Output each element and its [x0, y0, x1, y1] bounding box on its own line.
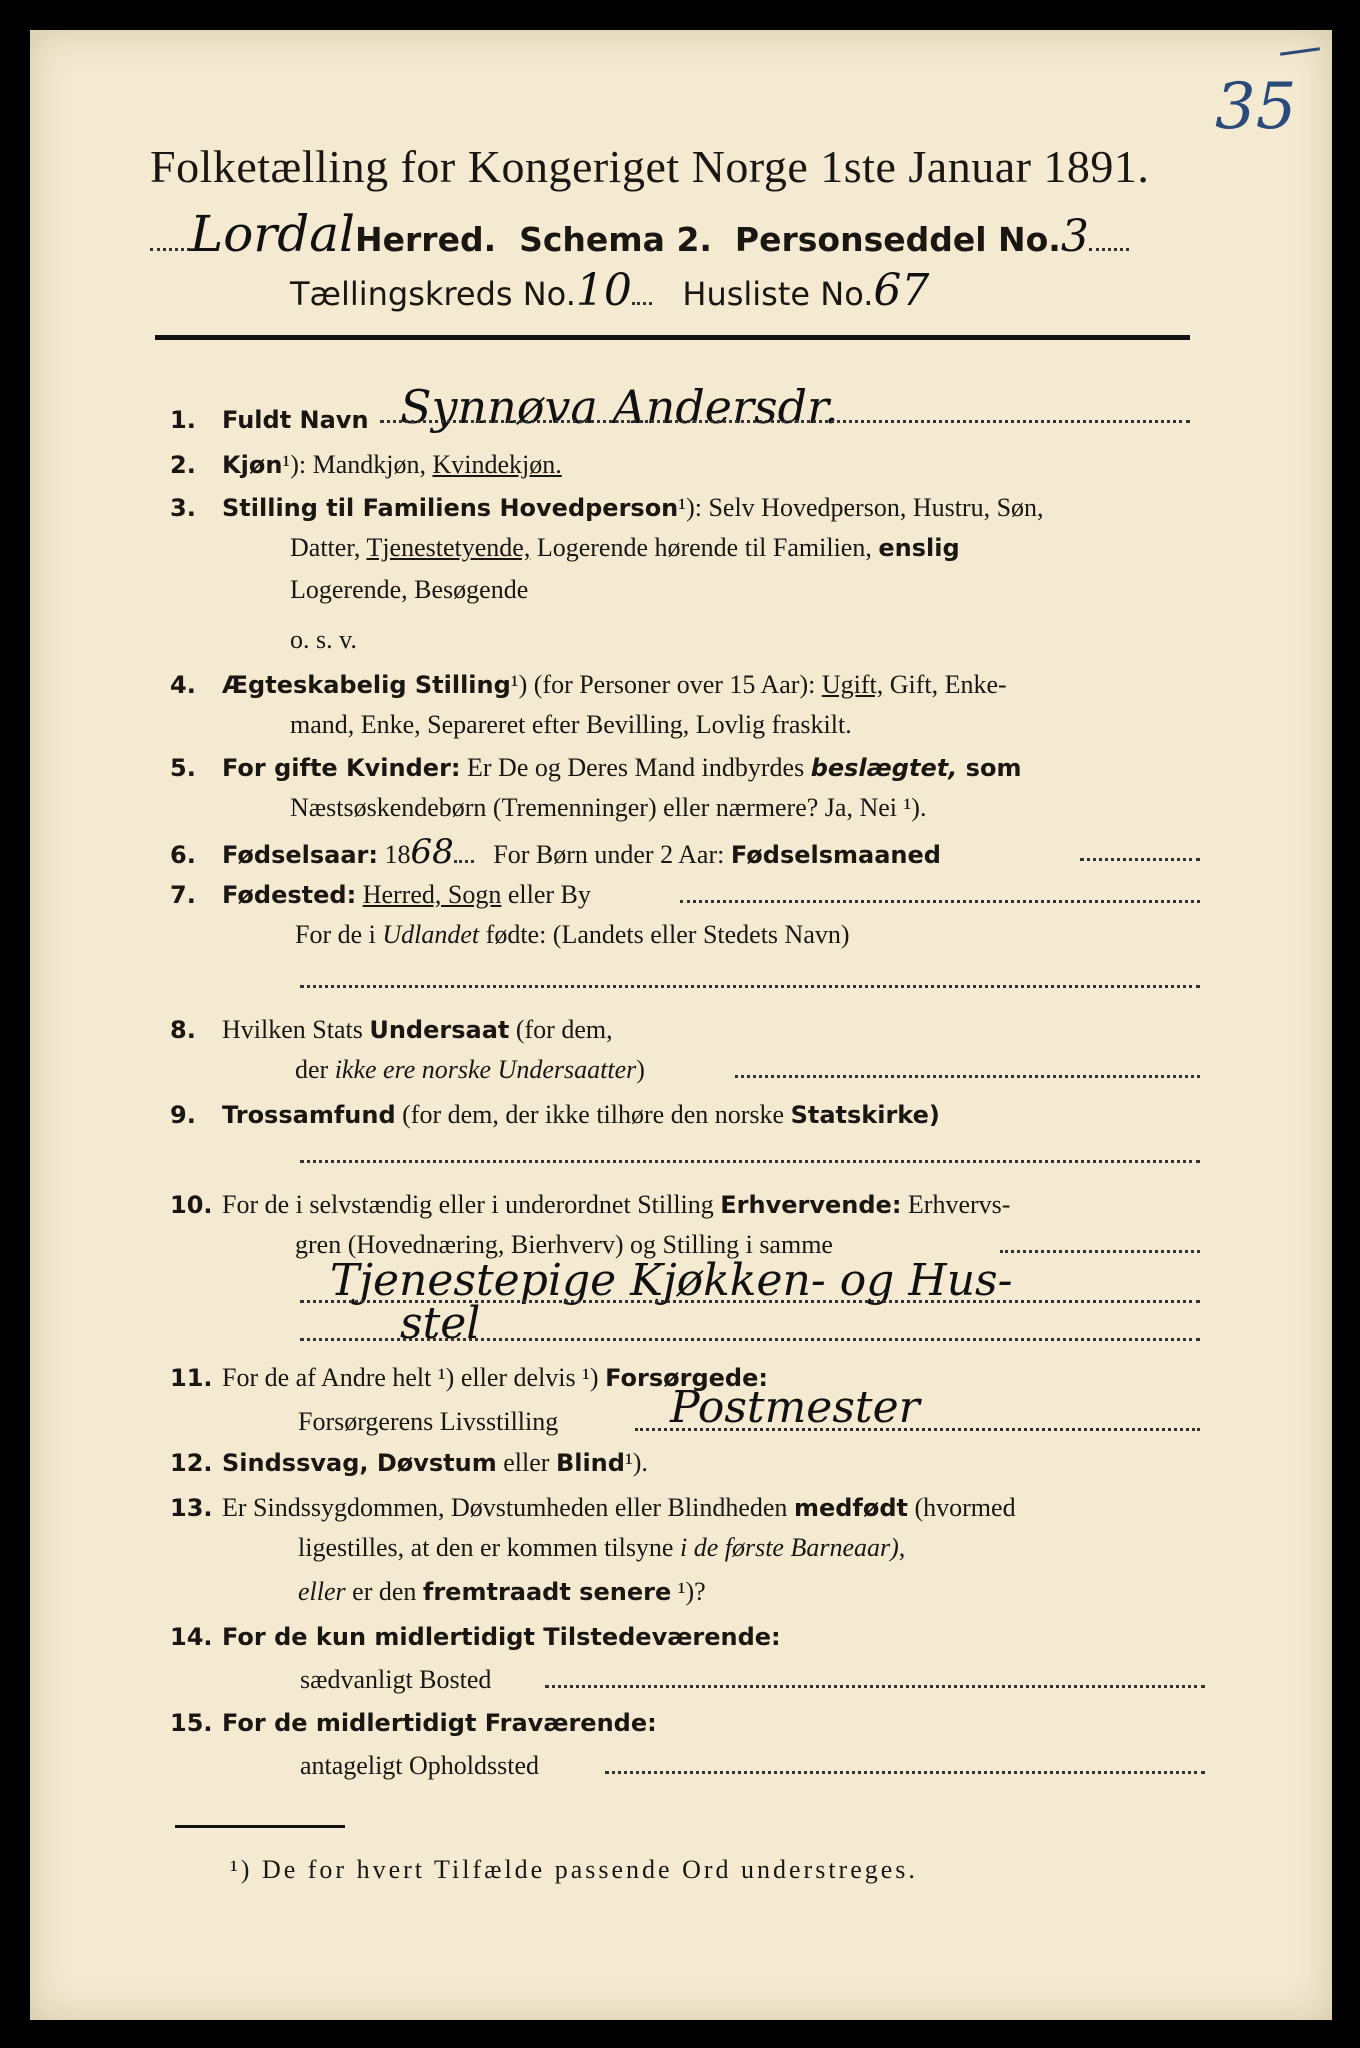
herred-value: Lordal	[190, 205, 356, 263]
q9-text-end: Statskirke)	[790, 1101, 940, 1129]
q11-label: Forsørgede:	[605, 1364, 768, 1392]
q3-line-4: o. s. v.	[290, 625, 357, 654]
q12-number: 12.	[170, 1449, 213, 1477]
q2-label: Kjøn	[222, 451, 283, 479]
q13-line-3	[298, 1572, 706, 1612]
q5-number: 5.	[170, 754, 196, 782]
schema-label: Schema 2.	[519, 220, 712, 259]
q7-text-1b: eller By	[501, 880, 591, 909]
q1-fill-line	[380, 420, 1190, 423]
question-12	[170, 1443, 648, 1483]
q15-label: For de midlertidigt Fraværende:	[222, 1709, 657, 1737]
q9-number: 9.	[170, 1101, 196, 1129]
q10-text-1b: Erhvervs-	[901, 1190, 1011, 1219]
q13-text-3c: ¹)?	[671, 1577, 706, 1606]
q4-line-2: mand, Enke, Separeret efter Bevilling, Lovlig fraskilt.	[290, 710, 852, 739]
question-13	[170, 1488, 1016, 1528]
q3-text-2a: Datter,	[290, 533, 367, 562]
question-2	[170, 445, 562, 485]
q4-option-underlined: Ugift,	[821, 670, 884, 699]
q4-text-1c: Gift, Enke-	[883, 670, 1007, 699]
personseddel-value: 3	[1060, 211, 1089, 262]
q3-text-1: ¹): Selv Hovedperson, Hustru, Søn,	[678, 493, 1044, 522]
q8-number: 8.	[170, 1016, 196, 1044]
q10-text-1a: For de i selvstændig eller i underordnet Stilling	[222, 1190, 721, 1219]
q13-text-1b: (hvormed	[907, 1493, 1016, 1522]
q4-label: Ægteskabelig Stilling	[222, 671, 511, 699]
question-10	[170, 1185, 1010, 1225]
q11-handwritten-provider: Postmester	[670, 1382, 920, 1433]
footnote: ¹) De for hvert Tilfælde passende Ord understreges.	[230, 1855, 918, 1884]
q12-label: Sindssvag, Døvstum	[222, 1449, 497, 1477]
q9-label: Trossamfund	[222, 1101, 396, 1129]
q10-number: 10.	[170, 1191, 213, 1219]
q3-label: Stilling til Familiens Hovedperson	[222, 494, 679, 522]
q1-label: Fuldt Navn	[222, 406, 369, 434]
q7-fill-line-2	[300, 985, 1200, 988]
q11-text-1a: For de af Andre helt ¹) eller delvis ¹)	[222, 1363, 606, 1392]
q14-label: For de kun midlertidigt Tilstedeværende:	[222, 1623, 781, 1651]
husliste-value: 67	[873, 265, 930, 316]
q8-line-2: der ikke ere norske Undersaatter)	[295, 1055, 645, 1084]
q4-text-1a: ¹) (for Personer over 15 Aar):	[510, 670, 822, 699]
q8-fill-line	[735, 1075, 1200, 1078]
q1-handwritten-name: Synnøva Andersdr.	[400, 380, 839, 434]
kreds-label: Tællingskreds No.	[290, 275, 576, 313]
q4-number: 4.	[170, 671, 196, 699]
kreds-value: 10	[575, 265, 632, 316]
q3-number: 3.	[170, 494, 196, 522]
q13-number: 13.	[170, 1494, 213, 1522]
q13-label-2: fremtraadt senere	[422, 1578, 672, 1606]
q14-line-2: sædvanligt Bosted	[300, 1665, 492, 1694]
q5-text-1b: beslægtet,	[810, 754, 958, 782]
q13-text-3b: er den	[345, 1577, 423, 1606]
q7-label: Fødested:	[222, 881, 357, 909]
q14-number: 14.	[170, 1623, 213, 1651]
form-title: Folketælling for Kongeriget Norge 1ste Januar 1891.	[150, 141, 1150, 192]
q6-number: 6.	[170, 841, 196, 869]
q1-number: 1.	[170, 406, 196, 434]
header-line-kreds	[290, 265, 929, 316]
personseddel-label: Personseddel No.	[734, 220, 1061, 259]
q10-fill-line	[1000, 1250, 1200, 1253]
q7-fill-line	[680, 900, 1200, 903]
herred-label: Herred.	[355, 220, 497, 259]
q6-fill-line	[1080, 858, 1200, 861]
q15-fill-line	[605, 1771, 1205, 1774]
q7-line-2	[295, 915, 850, 955]
q15-line-2: antageligt Opholdssted	[300, 1751, 540, 1780]
q10-line-2: gren (Hovednæring, Bierhverv) og Stilling i samme	[295, 1230, 833, 1259]
q9-fill-line	[300, 1160, 1200, 1163]
q7-number: 7.	[170, 881, 196, 909]
q13-text-2b: i de første Barneaar),	[679, 1533, 906, 1562]
question-5	[170, 748, 1021, 788]
q8-text-2a: der	[295, 1055, 335, 1084]
q14-fill-line	[545, 1685, 1205, 1688]
q11-number: 11.	[170, 1364, 213, 1392]
q2-option-underlined: Kvindekjøn.	[432, 450, 562, 479]
q6-label-2: Fødselsmaaned	[730, 841, 941, 869]
header-rule	[155, 335, 1190, 340]
q10-fill-line-3	[300, 1338, 1200, 1341]
q3-line-3: Logerende, Besøgende	[290, 575, 529, 604]
header-line-herred	[150, 205, 1200, 263]
q7-text-2b: Udlandet	[382, 920, 480, 949]
q12-text: eller	[496, 1448, 556, 1477]
q6-prefix: 18	[378, 840, 411, 869]
q5-text-1c: som	[957, 754, 1022, 782]
q3-text-2c: Logerende hørende til Familien,	[530, 533, 879, 562]
q13-text-3a: eller	[298, 1577, 346, 1606]
question-3	[170, 488, 1044, 528]
q10-handwritten-occupation: Tjenestepige Kjøkken- og Hus-	[330, 1255, 1013, 1306]
q15-number: 15.	[170, 1709, 213, 1737]
q10-label: Erhvervende:	[720, 1191, 902, 1219]
q7-option-underlined: Herred, Sogn	[362, 880, 502, 909]
pencil-page-number: 35	[1215, 70, 1297, 144]
q12-text-end: ¹).	[624, 1448, 648, 1477]
q5-line-2: Næstsøskendebørn (Tremenninger) eller nærmere? Ja, Nei ¹).	[290, 793, 927, 822]
q9-text: (for dem, der ikke tilhøre den norske	[395, 1100, 791, 1129]
husliste-label: Husliste No.	[682, 275, 874, 313]
q5-text-1a: Er De og Deres Mand indbyrdes	[460, 753, 811, 782]
question-9	[170, 1095, 940, 1135]
q3-text-2d: enslig	[878, 534, 960, 562]
q6-handwritten-year: 68	[410, 832, 454, 872]
q8-text-1b: (for dem,	[509, 1015, 613, 1044]
q5-label: For gifte Kvinder:	[222, 754, 461, 782]
question-1	[170, 400, 369, 440]
question-14	[170, 1617, 781, 1657]
q13-line-2	[298, 1528, 905, 1568]
q8-text-1a: Hvilken Stats	[222, 1015, 370, 1044]
q7-text-2a: For de i	[295, 920, 383, 949]
question-8	[170, 1010, 613, 1050]
q13-text-2a: ligestilles, at den er kommen tilsyne	[298, 1533, 680, 1562]
q12-label-2: Blind	[555, 1449, 625, 1477]
q7-text-2c: fødte: (Landets eller Stedets Navn)	[479, 920, 850, 949]
q6-text: For Børn under 2 Aar:	[493, 840, 731, 869]
q3-option-underlined: Tjenestetyende,	[366, 533, 531, 562]
question-4	[170, 665, 1007, 705]
q3-line-2	[290, 528, 960, 568]
q6-label: Fødselsaar:	[222, 841, 378, 869]
q11-line-2: Forsørgerens Livsstilling	[298, 1407, 559, 1436]
q13-label: medfødt	[793, 1494, 908, 1522]
q10-handwritten-occupation-2: stel	[400, 1298, 481, 1349]
question-15	[170, 1703, 657, 1743]
question-6	[170, 832, 941, 875]
footnote-rule	[175, 1825, 345, 1828]
question-7	[170, 875, 591, 915]
q8-text-2b: ikke ere norske Undersaatter	[334, 1055, 637, 1084]
q2-number: 2.	[170, 451, 196, 479]
q8-label: Undersaat	[369, 1016, 510, 1044]
q13-text-1a: Er Sindssygdommen, Døvstumheden eller Blindheden	[222, 1493, 794, 1522]
q2-text: ¹): Mandkjøn,	[282, 450, 433, 479]
